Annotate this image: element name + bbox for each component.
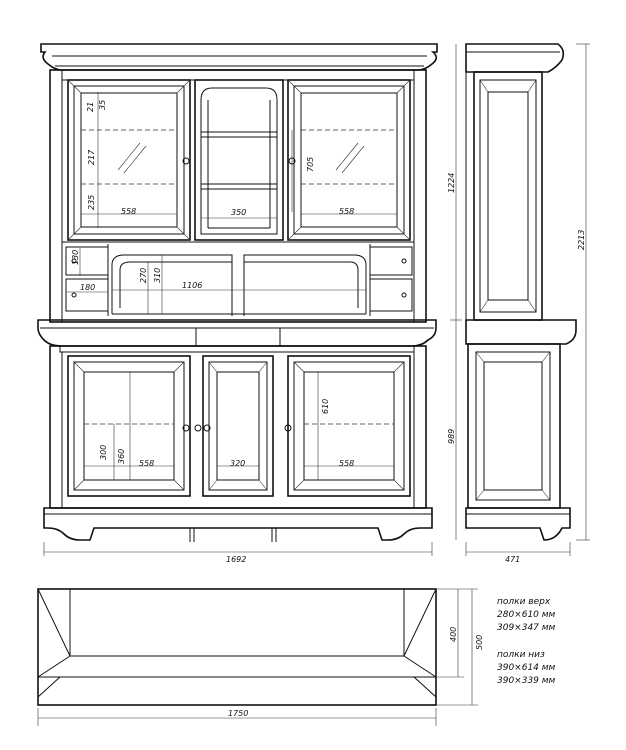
dim-558-lower-left: 558: [139, 459, 155, 468]
dim-180: 180: [80, 283, 96, 292]
dim-610: 610: [321, 398, 330, 414]
dim-1106: 1106: [182, 281, 203, 290]
dim-500: 500: [475, 634, 484, 650]
note-shelves-top-title: полки верх: [497, 597, 551, 607]
dim-360: 360: [117, 448, 126, 464]
dim-558-upper-right: 558: [339, 207, 355, 216]
dim-235: 235: [87, 194, 96, 210]
dim-300: 300: [99, 444, 108, 460]
dim-1750: 1750: [228, 709, 249, 718]
dim-350: 350: [231, 208, 247, 217]
dim-1224: 1224: [447, 172, 456, 193]
plan-view: [38, 589, 436, 705]
dim-35: 35: [98, 99, 107, 110]
dim-989: 989: [447, 428, 456, 444]
side-view: [466, 44, 576, 540]
dim-310: 310: [153, 267, 162, 283]
note-shelves-top-2: 309×347 мм: [497, 623, 556, 633]
dim-705: 705: [306, 156, 315, 172]
dim-270: 270: [139, 267, 148, 283]
dim-558-upper-left: 558: [121, 207, 137, 216]
dim-558-lower-right: 558: [339, 459, 355, 468]
note-shelves-bottom-2: 390×339 мм: [497, 676, 556, 686]
dim-1692: 1692: [226, 555, 247, 564]
dim-2213: 2213: [577, 229, 586, 250]
shelf-notes: [497, 597, 556, 686]
note-shelves-bottom-1: 390×614 мм: [497, 663, 556, 673]
dim-471: 471: [505, 555, 521, 564]
note-shelves-bottom-title: полки низ: [497, 650, 545, 660]
dim-21: 21: [86, 101, 95, 112]
dim-400: 400: [449, 626, 458, 642]
front-lower-cabinet: [38, 320, 436, 542]
note-shelves-top-1: 280×610 мм: [497, 610, 556, 620]
dim-217: 217: [87, 149, 96, 165]
front-upper-cabinet: [41, 44, 437, 322]
dim-320: 320: [230, 459, 246, 468]
dim-130: 130: [71, 249, 80, 265]
